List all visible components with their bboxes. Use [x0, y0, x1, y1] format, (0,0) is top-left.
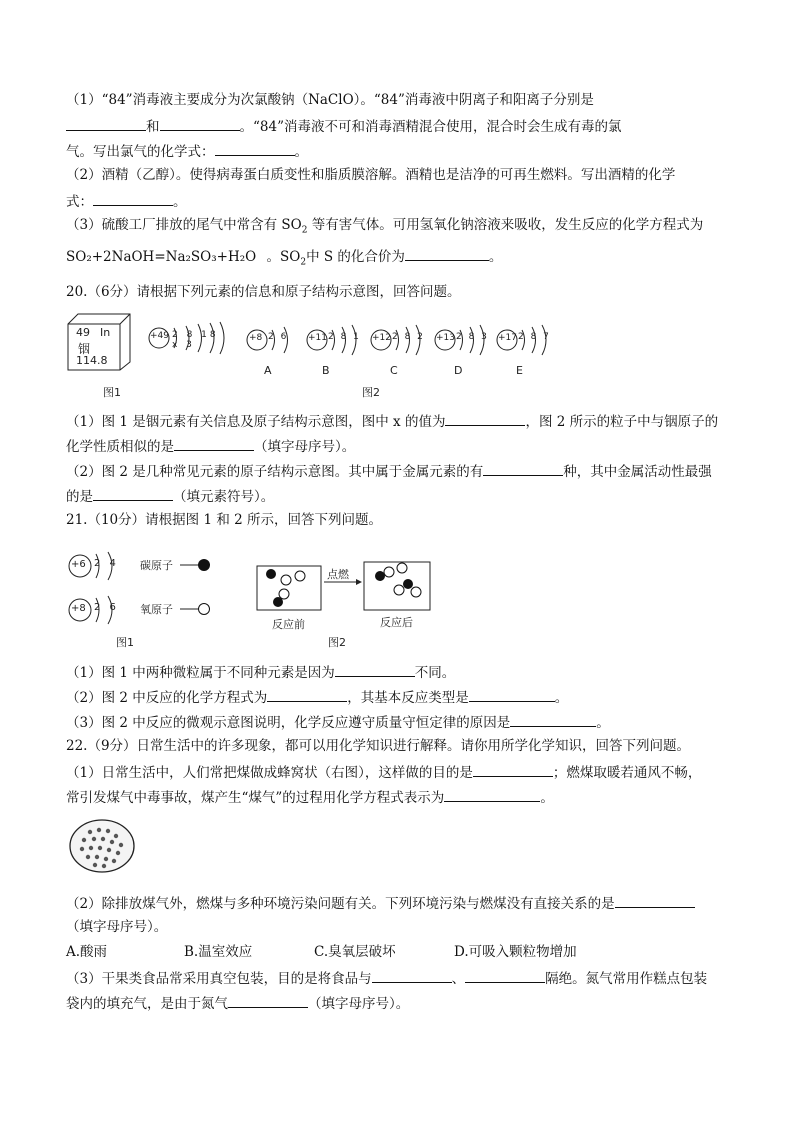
atom-E: +17 2 8 7 E	[496, 322, 556, 366]
reaction-diagram	[256, 560, 438, 616]
answer-blank[interactable]	[483, 461, 563, 476]
q22-part3-line1: （3）干果类食品常采用真空包装，目的是将食品与 、 隔绝。氮气常用作糕点包装	[66, 968, 707, 988]
q19-part1-line1: （1）“84”消毒液主要成分为次氯酸钠（NaClO）。“84”消毒液中阴离子和阳离子分别是	[66, 92, 594, 108]
answer-blank[interactable]	[228, 993, 308, 1008]
answer-blank[interactable]	[510, 712, 596, 727]
element-name: 铟	[78, 342, 91, 356]
answer-blank[interactable]	[160, 116, 240, 131]
before-label: 反应前	[272, 618, 305, 631]
q19-part2-line2: 式： 。	[66, 191, 187, 211]
answer-blank[interactable]	[465, 968, 545, 983]
q22-options	[66, 943, 577, 961]
q21-fig2-caption: 图2	[328, 636, 346, 649]
answer-blank[interactable]	[469, 687, 555, 702]
atom-B: +11 2 8 1 B	[306, 322, 366, 366]
answer-blank[interactable]	[66, 116, 146, 131]
answer-blank[interactable]	[405, 246, 489, 261]
q20-fig2-caption: 图2	[362, 386, 380, 399]
q22-part2-line1: （2）除排放煤气外，燃煤与多种环境污染问题有关。下列环境污染与燃煤没有直接关系的是	[66, 893, 695, 913]
q22-part3-line2: 袋内的填充气，是由于氮气 （填字母序号）。	[66, 993, 409, 1013]
q19-part1-line2: 和 。“84”消毒液不可和消毒酒精混合使用，混合时会生成有毒的氯	[66, 116, 621, 136]
answer-blank[interactable]	[93, 486, 173, 501]
option-b[interactable]: B.温室效应	[184, 944, 253, 960]
oxygen-atom-diagram: +8 2 6 氧原子	[68, 592, 218, 632]
answer-blank[interactable]	[372, 968, 452, 983]
answer-blank[interactable]	[615, 893, 695, 908]
equation: SO₂+2NaOH=Na₂SO₃+H₂O	[66, 249, 257, 265]
honeycomb-briquette-image	[68, 818, 136, 878]
q22-title: 22.（9分）日常生活中的许多现象，都可以用化学知识进行解释。请你用所学化学知识，回答下列问题。	[66, 738, 691, 754]
q22-part1-line1: （1）日常生活中，人们常把煤做成蜂窝状（右图），这样做的目的是 ；燃煤取暖若通风不畅，	[66, 762, 701, 782]
q20-part2-line2: 的是 （填元素符号）。	[66, 486, 274, 506]
atom-C: +12 2 8 2 C	[370, 322, 430, 366]
arrow-label: 点燃	[327, 568, 349, 581]
q22-part1-line2: 常引发煤气中毒事故，煤产生“煤气”的过程用化学方程式表示为 。	[66, 787, 554, 807]
answer-blank[interactable]	[267, 687, 347, 702]
q19-part1-line3: 气。写出氯气的化学式： 。	[66, 141, 308, 161]
atom-A: +8 2 6 A	[246, 322, 296, 366]
q21-part1: （1）图 1 中两种微粒属于不同种元素是因为 不同。	[66, 662, 455, 682]
q21-part3: （3）图 2 中反应的微观示意图说明，化学反应遵守质量守恒定律的原因是 。	[66, 712, 610, 732]
option-d[interactable]: D.可吸入颗粒物增加	[454, 944, 577, 960]
carbon-atom-diagram: +6 2 4 碳原子	[68, 548, 218, 588]
atomic-number: 49	[76, 326, 90, 339]
atom-D: +13 2 8 3 D	[434, 322, 494, 366]
q21-fig1-caption: 图1	[116, 636, 134, 649]
q20-part1-line2: 化学性质相似的是 （填字母序号）。	[66, 436, 355, 456]
q22-part2-line2: （填字母序号）。	[66, 919, 168, 935]
q20-fig1-caption: 图1	[103, 386, 121, 399]
indium-atom-diagram: +49 2 8 18 x 3	[148, 320, 228, 360]
answer-blank[interactable]	[335, 662, 415, 677]
q21-title: 21.（10分）请根据图 1 和 2 所示，回答下列问题。	[66, 512, 382, 528]
answer-blank[interactable]	[174, 436, 254, 451]
answer-blank[interactable]	[473, 762, 553, 777]
element-cell-indium	[66, 312, 132, 372]
after-label: 反应后	[380, 616, 413, 629]
q19-part2-line1: （2）酒精（乙醇）。使得病毒蛋白质变性和脂质膜溶解。酒精也是洁净的可再生燃料。写出酒精的化学	[66, 167, 676, 183]
answer-blank[interactable]	[444, 787, 540, 802]
option-c[interactable]: C.臭氧层破坏	[314, 944, 396, 960]
option-a[interactable]: A.酸雨	[66, 944, 108, 960]
q19-part3-line2: SO₂+2NaOH=Na₂SO₃+H₂O 。$SO_2$中 S 的化合价为 。	[66, 246, 502, 272]
q20-title: 20.（6分）请根据下列元素的信息和原子结构示意图，回答问题。	[66, 284, 461, 300]
q19-part3-line1: （3）硫酸工厂排放的尾气中常含有 $SO_2$ 等有害气体。可用氢氧化钠溶液来吸收，发生反应的化学方程式为	[66, 217, 704, 236]
answer-blank[interactable]	[215, 141, 295, 156]
element-symbol: In	[100, 326, 111, 339]
q20-part2-line1: （2）图 2 是几种常见元素的原子结构示意图。其中属于金属元素的有 种，其中金属活动性最强	[66, 461, 712, 481]
atomic-mass: 114.8	[76, 354, 108, 367]
q21-part2: （2）图 2 中反应的化学方程式为 ，其基本反应类型是 。	[66, 687, 568, 707]
q20-part1-line1: （1）图 1 是铟元素有关信息及原子结构示意图，图中 x 的值为 ，图 2 所示的粒子中与铟原子的	[66, 411, 718, 431]
answer-blank[interactable]	[445, 411, 525, 426]
answer-blank[interactable]	[93, 191, 173, 206]
